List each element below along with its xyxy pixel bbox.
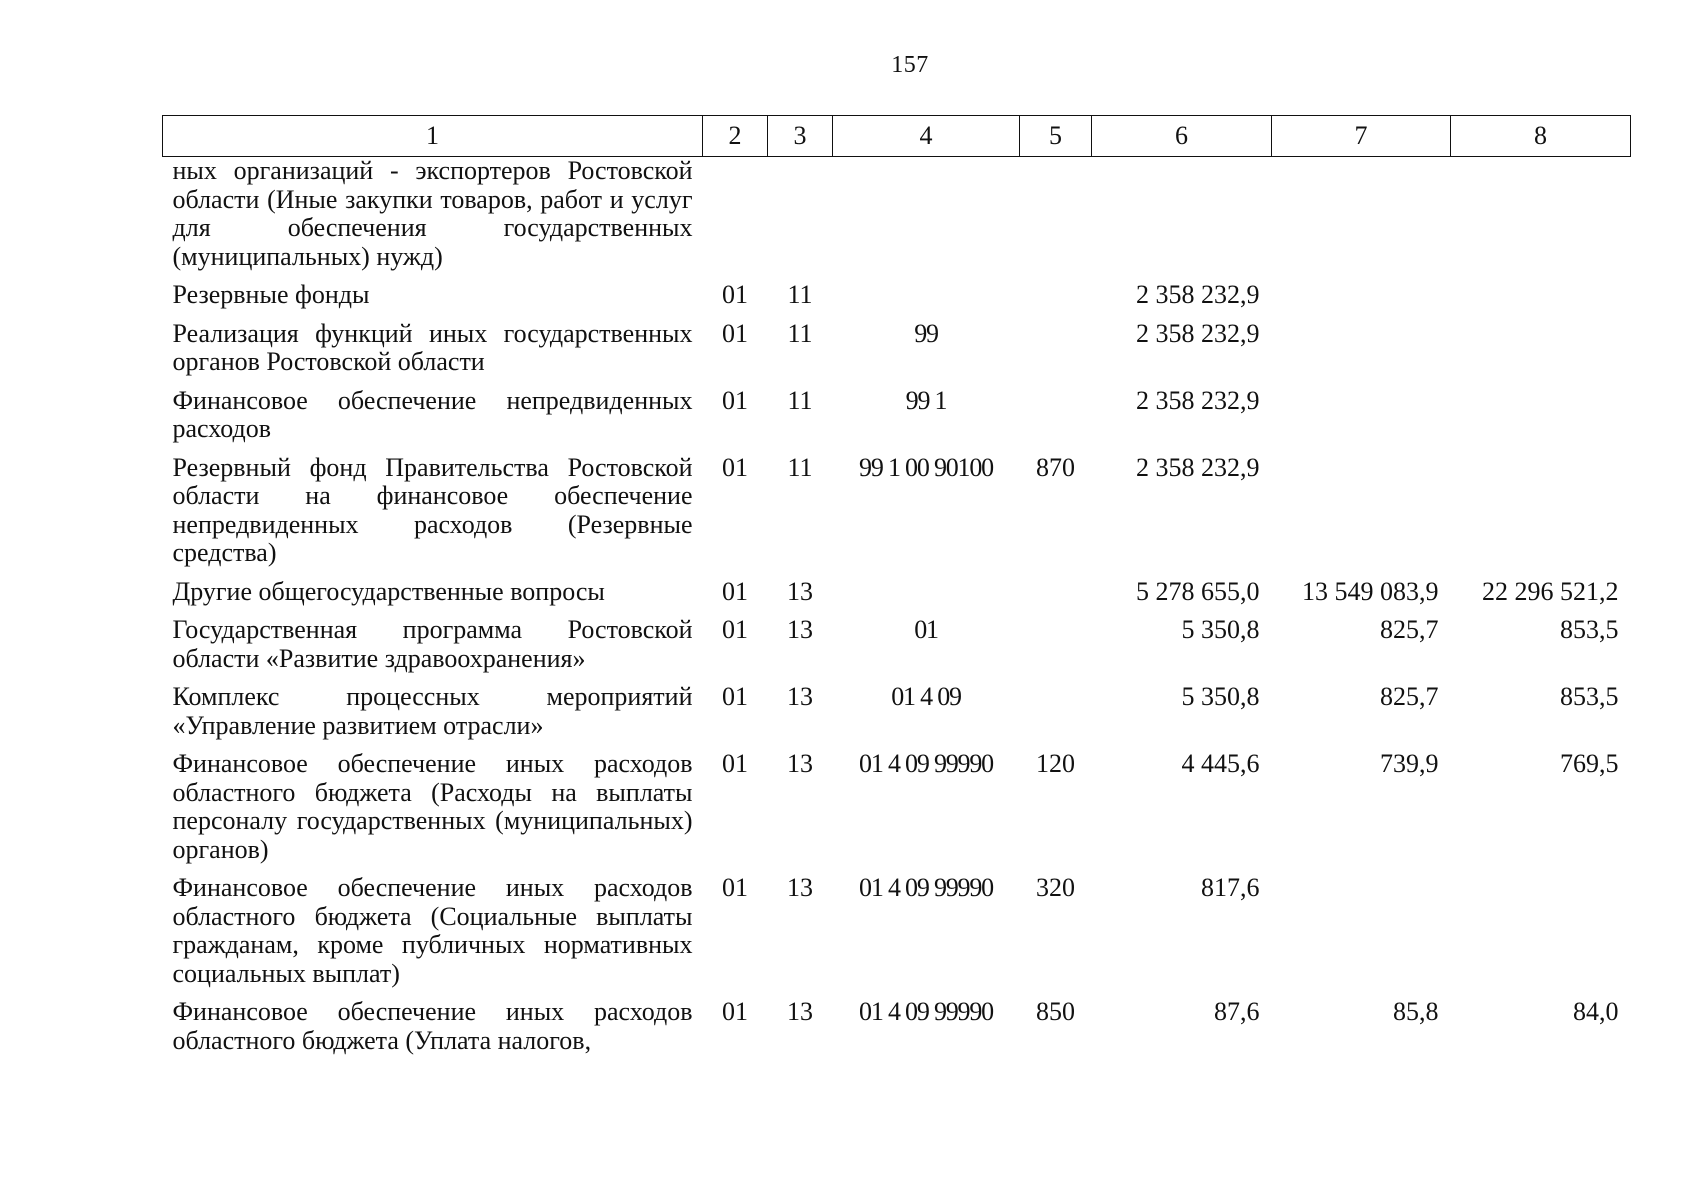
row-amount-6	[1092, 157, 1272, 282]
row-amount-6: 2 358 232,9	[1136, 385, 1260, 415]
header-cell-4: 4	[833, 116, 1020, 157]
row-amount-7: 825,7	[1380, 615, 1439, 644]
row-amount-8	[1451, 157, 1631, 282]
row-name: ных организаций - экспортеров Ростовской области (Иные закупки товаров, работ и услуг для обеспечения государственных (муниципальных) нужд)	[172, 156, 693, 271]
row-amount-7	[1272, 320, 1451, 387]
row-amount-7: 739,9	[1380, 749, 1439, 778]
header-cell-6: 6	[1092, 116, 1272, 157]
table-row	[163, 998, 1631, 1065]
header-cell-8: 8	[1451, 116, 1631, 157]
row-amount-6: 817,6	[1201, 873, 1260, 902]
row-expense-type	[1020, 683, 1092, 750]
row-amount-8: 853,5	[1560, 615, 1619, 644]
row-amount-8	[1451, 387, 1631, 454]
row-section: 01	[722, 682, 748, 711]
row-section	[703, 157, 768, 282]
row-subsection: 13	[787, 576, 813, 606]
row-amount-8: 769,5	[1560, 749, 1619, 778]
row-section: 01	[722, 576, 748, 606]
table-row	[163, 578, 1631, 617]
row-amount-6: 2 358 232,9	[1136, 280, 1260, 309]
row-expense-type	[1020, 616, 1092, 683]
row-amount-7: 825,7	[1380, 682, 1439, 711]
row-subsection: 13	[787, 749, 813, 778]
row-amount-7: 85,8	[1393, 997, 1439, 1026]
row-amount-6: 2 358 232,9	[1136, 452, 1260, 482]
page-number: 157	[891, 52, 929, 78]
row-subsection	[768, 157, 833, 282]
row-amount-7	[1272, 387, 1451, 454]
row-expense-type	[1020, 578, 1092, 617]
row-subsection: 11	[787, 385, 813, 415]
row-section: 01	[722, 615, 748, 644]
row-expense-type	[1020, 281, 1092, 320]
row-subsection: 11	[787, 280, 813, 309]
row-amount-8	[1451, 320, 1631, 387]
row-amount-6: 5 278 655,0	[1136, 576, 1260, 606]
header-row	[163, 116, 1631, 157]
row-name: Финансовое обеспечение непредвиденных расходов	[172, 385, 693, 443]
row-amount-7	[1272, 281, 1451, 320]
row-expense-type: 120	[1036, 749, 1075, 778]
row-expense-type: 320	[1036, 873, 1075, 902]
row-name: Государственная программа Ростовской области «Развитие здравоохранения»	[172, 615, 693, 673]
row-target-code: 01	[914, 615, 938, 644]
row-name: Комплекс процессных мероприятий «Управление развитием отрасли»	[172, 682, 693, 740]
table-row	[163, 454, 1631, 578]
row-amount-7: 13 549 083,9	[1302, 576, 1439, 606]
row-amount-6: 4 445,6	[1181, 749, 1260, 778]
row-target-code: 99 1	[905, 385, 947, 415]
row-target-code: 01 4 09 99990	[859, 749, 993, 778]
row-name: Финансовое обеспечение иных расходов областного бюджета (Социальные выплаты гражданам, кроме публичных нормативных социальных выплат)	[172, 873, 693, 988]
row-expense-type	[1020, 157, 1092, 282]
row-expense-type: 850	[1036, 997, 1075, 1026]
row-section: 01	[722, 873, 748, 902]
table-body	[163, 157, 1631, 1066]
row-target-code: 01 4 09	[891, 682, 961, 711]
header-cell-1: 1	[163, 116, 703, 157]
row-subsection: 11	[787, 452, 813, 482]
row-section: 01	[722, 280, 748, 309]
row-section: 01	[722, 318, 748, 348]
row-target-code: 01 4 09 99990	[859, 873, 993, 902]
table-header	[163, 116, 1631, 157]
row-target-code: 99	[914, 318, 938, 348]
row-name: Реализация функций иных государственных органов Ростовской области	[172, 318, 693, 376]
row-target-code	[833, 157, 1020, 282]
row-subsection: 13	[787, 997, 813, 1026]
row-name: Финансовое обеспечение иных расходов областного бюджета (Уплата налогов,	[172, 997, 693, 1055]
row-amount-6: 5 350,8	[1181, 682, 1260, 711]
row-target-code	[833, 281, 1020, 320]
row-amount-8: 84,0	[1573, 997, 1619, 1026]
table-row	[163, 387, 1631, 454]
table-row	[163, 157, 1631, 282]
row-target-code: 99 1 00 90100	[859, 452, 993, 482]
row-amount-7	[1272, 157, 1451, 282]
row-amount-6: 5 350,8	[1181, 615, 1260, 644]
header-cell-5: 5	[1020, 116, 1092, 157]
row-amount-6: 87,6	[1214, 997, 1260, 1026]
row-name: Другие общегосударственные вопросы	[172, 576, 605, 606]
row-expense-type	[1020, 320, 1092, 387]
header-cell-7: 7	[1272, 116, 1451, 157]
row-subsection: 11	[787, 318, 813, 348]
table-row	[163, 616, 1631, 683]
row-name: Резервные фонды	[172, 280, 370, 309]
table-row	[163, 281, 1631, 320]
row-name: Финансовое обеспечение иных расходов областного бюджета (Расходы на выплаты персоналу государственных (муниципальных) органов)	[172, 749, 693, 864]
row-section: 01	[722, 997, 748, 1026]
row-subsection: 13	[787, 682, 813, 711]
row-expense-type	[1020, 387, 1092, 454]
table-row	[163, 683, 1631, 750]
row-subsection: 13	[787, 615, 813, 644]
row-amount-8	[1451, 874, 1631, 998]
table-row	[163, 750, 1631, 874]
row-section: 01	[722, 385, 748, 415]
row-amount-8: 22 296 521,2	[1482, 576, 1619, 606]
row-amount-7	[1272, 454, 1451, 578]
row-section: 01	[722, 452, 748, 482]
row-amount-8	[1451, 454, 1631, 578]
table-row	[163, 320, 1631, 387]
row-name: Резервный фонд Правительства Ростовской области на финансовое обеспечение непредвиденных расходов (Резервные средства)	[172, 452, 693, 567]
row-target-code: 01 4 09 99990	[859, 997, 993, 1026]
header-cell-2: 2	[703, 116, 768, 157]
row-amount-7	[1272, 874, 1451, 998]
row-amount-8	[1451, 281, 1631, 320]
row-target-code	[833, 578, 1020, 617]
row-subsection: 13	[787, 873, 813, 902]
table-row	[163, 874, 1631, 998]
row-amount-8: 853,5	[1560, 682, 1619, 711]
budget-table	[162, 115, 1631, 1065]
row-amount-6: 2 358 232,9	[1136, 318, 1260, 348]
header-cell-3: 3	[768, 116, 833, 157]
row-expense-type: 870	[1036, 452, 1075, 482]
row-section: 01	[722, 749, 748, 778]
